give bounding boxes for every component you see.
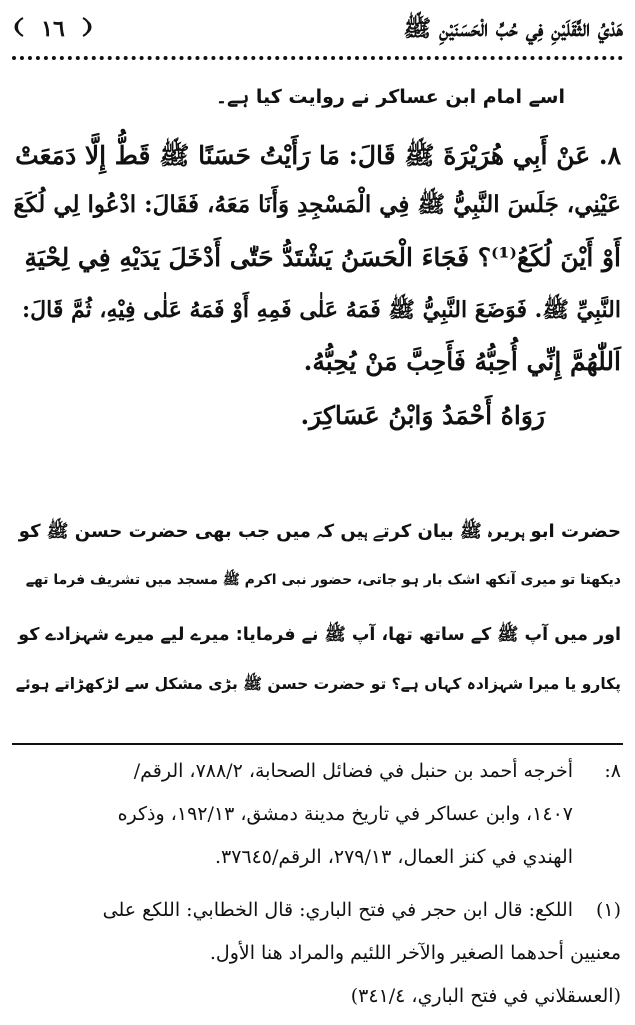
hadith-line: عَيْنِي، جَلَسَ النَّبِيُّ ﷺ فِي الْمَسْجِدِ وَأَنَا مَعَهُ، فَقَالَ: ادْعُوا لِي لُكَعَ [13,191,621,218]
hadith-line: النَّبِيِّ ﷺ. فَوَضَعَ النَّبِيُّ ﷺ فَمَهُ عَلٰى فَمِهِ أَوْ فَمَهُ عَلٰى فِيْهِ، ثُمَّ قَالَ: [22,297,621,323]
page-header [12,10,623,50]
footnote-line: الهندي في كنز العمال، ٢٧٩/١٣، الرقم/٣٧٦٤٥. [214,846,573,868]
header-divider [12,56,623,60]
hadith-line: اَللّٰهُمَّ إِنِّي أُحِبُّهُ فَأَحِبَّ مَنْ يُحِبُّهُ. [303,347,621,376]
hadith-line: ٨. عَنْ أَبِي هُرَيْرَةَ ﷺ قَالَ: مَا رَأَيْتُ حَسَنًا ﷺ قَطُّ إِلَّا دَمَعَتْ [15,141,621,170]
footnote-label: (١) [595,899,621,921]
footnote-divider [12,743,623,745]
footnote-line: معنيين أحدهما الصغير والآخر اللئيم والمراد هنا الأول. [209,942,621,964]
footnote-line: ١٤٠٧، وابن عساكر في تاريخ مدينة دمشق، ١٩٢/١٣، وذكره [117,803,573,825]
running-title: هَدْيُ الثَّقَلَيْنِ فِي حُبِّ الْحَسَنَيْنِ ﷺ [403,15,623,42]
page-number: ١٦ [41,16,65,42]
footnote-label: ٨: [604,760,621,782]
translation-line: اور میں آپ ﷺ کے ساتھ تھا، آپ ﷺ نے فرمایا: میرے لیے میرے شہزادے کو [18,625,621,645]
footnote-line: اللكع: قال ابن حجر في فتح الباري: قال الخطابي: اللكع على [102,899,573,921]
intro-line: اسے امام ابن عساکر نے روایت کیا ہے۔ [215,86,565,108]
translation-line: دیکھتا تو میری آنکھ اشک بار ہو جاتی، حضور نبی اکرم ﷺ مسجد میں تشریف فرما تھے [25,572,621,588]
translation-line: حضرت ابو ہریرہ ﷺ بیان کرتے ہیں کہ میں جب بھی حضرت حسن ﷺ کو [18,521,621,542]
narration-line: رَوَاهُ أَحْمَدُ وَابْنُ عَسَاكِرَ. [300,401,545,430]
ornament-icon [12,16,26,38]
translation-line: پکارو یا میرا شہزادہ کہاں ہے؟ تو حضرت حسن ﷺ بڑی مشکل سے لڑکھڑاتے ہوئے [15,675,621,693]
footnote-line: (العسقلاني في فتح الباري، ٣٤١/٤) [350,985,621,1007]
footnote-line: أخرجه أحمد بن حنبل في فضائل الصحابة، ٧٨٨/٢، الرقم/ [133,760,573,782]
hadith-line: أَوْ أَيْنَ لُكَعُ⁽¹⁾؟ فَجَاءَ الْحَسَنُ يَشْتَدُّ حَتّٰى أَدْخَلَ يَدَيْهِ فِي لِحْيَةِ [24,243,621,272]
